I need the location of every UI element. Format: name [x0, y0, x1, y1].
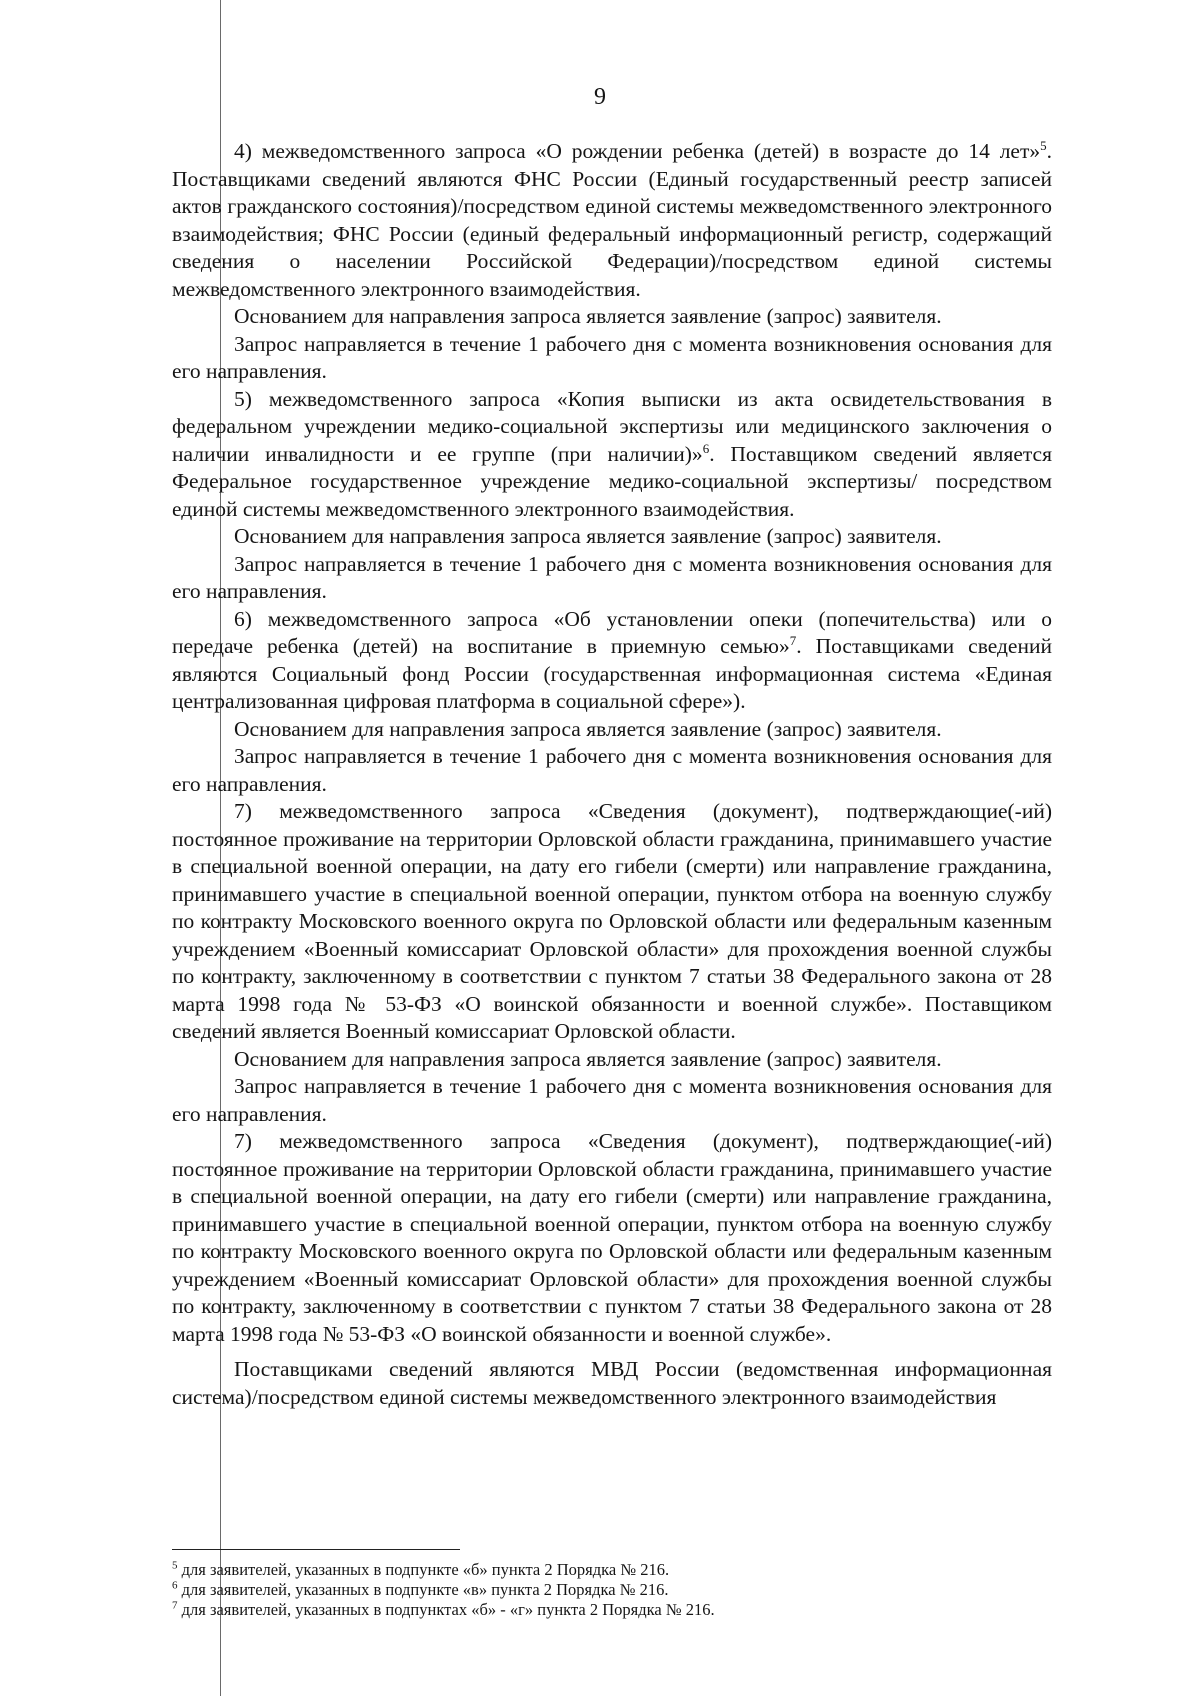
paragraph-basis: Основанием для направления запроса является заявление (запрос) заявителя.: [234, 716, 942, 741]
footnote-6: $^6$ для заявителей, указанных в подпункте «в» пункта 2 Порядка № 216.: [172, 1579, 669, 1599]
paragraph-item-4: 4) межведомственного запроса «О рождении ребенка (детей) в возрасте до 14 лет»$^5$. Поставщиками сведений являются ФНС России (Единый государственный реестр записей актов гражданского состояния)/посредством единой системы межведомственного электронного взаимодействия; ФНС России (единый федеральный информационный регистр, содержащий сведения о населении Российской Федерации)/посредством единой системы межведомственного электронного взаимодействия.: [172, 137, 1052, 301]
paragraph-term: Запрос направляется в течение 1 рабочего дня с момента возникновения основания для его направления.: [172, 744, 1052, 796]
footnotes: [172, 1560, 1052, 1620]
footnote-separator: [172, 1549, 460, 1550]
paragraph-item-7b: 7) межведомственного запроса «Сведения (документ), подтверждающие(-ий) постоянное проживание на территории Орловской области гражданина, принимавшего участие в специальной военной операции, на дату его гибели (смерти) или направление гражданина, принимавшего участие в специальной военной операции, пунктом отбора на военную службу по контракту Московского военного округа по Орловской области или федеральным казенным учреждением «Военный комиссариат Орловской области» для прохождения военной службы по контракту, заключенному в соответствии с пунктом 7 статьи 38 Федерального закона от 28 марта 1998 года № 53-ФЗ «О воинской обязанности и военной службе».: [172, 1129, 1052, 1346]
document-body: [172, 138, 1052, 1411]
page-number: 9: [594, 84, 606, 110]
footnote-ref-6: 6: [702, 440, 710, 456]
paragraph-basis: Основанием для направления запроса является заявление (запрос) заявителя.: [234, 304, 942, 328]
paragraph-item-7a: 7) межведомственного запроса «Сведения (документ), подтверждающие(-ий) постоянное проживание на территории Орловской области гражданина, принимавшего участие в специальной военной операции, на дату его гибели (смерти) или направление гражданина, принимавшего участие в специальной военной операции, пунктом отбора на военную службу по контракту Московского военного округа по Орловской области или федеральным казенным учреждением «Военный комиссариат Орловской области» для прохождения военной службы по контракту, заключенному в соответствии с пунктом 7 статьи 38 Федерального закона от 28 марта 1998 года № 53-ФЗ «О воинской обязанности и военной службе». Поставщиком сведений является Военный комиссариат Орловской области.: [172, 799, 1052, 1043]
paragraph-term: Запрос направляется в течение 1 рабочего дня с момента возникновения основания для его направления.: [172, 331, 1052, 383]
paragraph-item-5: 5) межведомственного запроса «Копия выписки из акта освидетельствования в федеральном учреждении медико-социальной экспертизы или медицинского заключения о наличии инвалидности и ее группе (при наличии)»$^6$. Поставщиком сведений является Федеральное государственное учреждение медико-социальной экспертизы/ посредством единой системы межведомственного электронного взаимодействия.: [172, 386, 1052, 521]
paragraph-basis: Основанием для направления запроса является заявление (запрос) заявителя.: [234, 524, 942, 548]
paragraph-term: Запрос направляется в течение 1 рабочего дня с момента возникновения основания для его направления.: [172, 551, 1052, 603]
paragraph-term: Запрос направляется в течение 1 рабочего дня с момента возникновения основания для его направления.: [172, 1074, 1052, 1126]
footnote-7: $^7$ для заявителей, указанных в подпунктах «б» - «г» пункта 2 Порядка № 216.: [172, 1599, 715, 1619]
footnote-ref-7: 7: [789, 632, 797, 648]
paragraph-item-6: 6) межведомственного запроса «Об установлении опеки (попечительства) или о передаче ребенка (детей) на воспитание в приемную семью»$^7$. Поставщиками сведений являются Социальный фонд России (государственная информационная система «Единая централизованная цифровая платформа в социальной сфере»).: [172, 606, 1052, 713]
paragraph-basis: Основанием для направления запроса является заявление (запрос) заявителя.: [234, 1046, 942, 1071]
footnote-5: $^5$ для заявителей, указанных в подпункте «б» пункта 2 Порядка № 216.: [172, 1559, 670, 1579]
footnote-ref-5: 5: [1040, 137, 1047, 153]
paragraph-suppliers: Поставщиками сведений являются МВД России (ведомственная информационная система)/посредством единой системы межведомственного электронного взаимодействия: [172, 1357, 1052, 1409]
